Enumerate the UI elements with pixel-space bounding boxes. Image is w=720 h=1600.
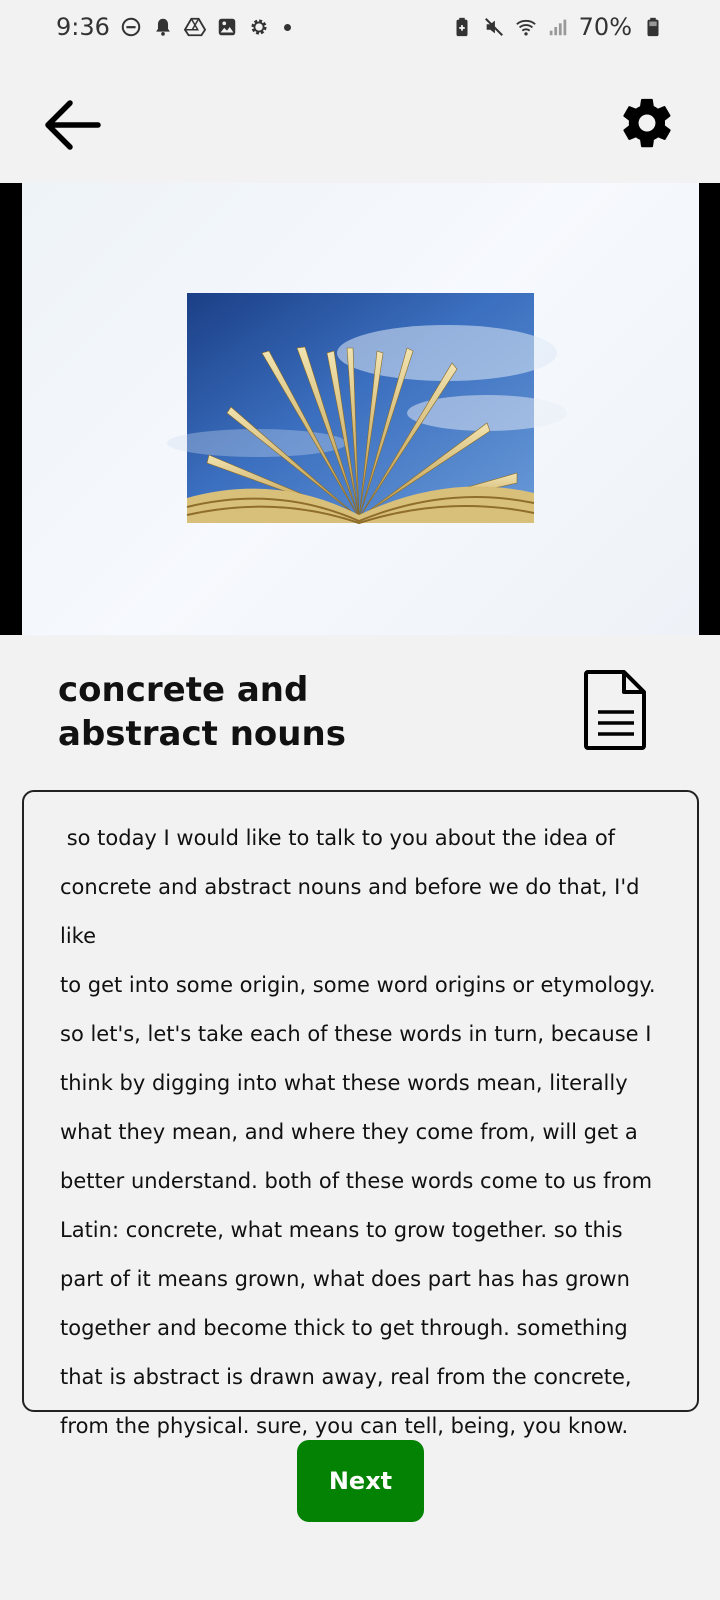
document-button[interactable] xyxy=(580,668,650,752)
document-icon xyxy=(580,668,650,752)
wifi-icon xyxy=(515,16,537,38)
bell-icon xyxy=(152,16,174,38)
battery-icon xyxy=(642,16,664,38)
battery-percent: 70% xyxy=(578,13,632,41)
mute-icon xyxy=(483,16,505,38)
lesson-header xyxy=(0,660,720,770)
settings-button[interactable] xyxy=(614,90,680,156)
gallery-icon xyxy=(216,16,238,38)
app-bar xyxy=(0,74,720,174)
status-right xyxy=(451,13,664,41)
dnd-icon xyxy=(120,16,142,38)
drive-icon xyxy=(184,16,206,38)
battery-saver-icon xyxy=(451,16,473,38)
arrow-left-icon xyxy=(40,94,102,156)
lesson-image xyxy=(187,293,534,523)
lesson-title: concrete and abstract nouns xyxy=(58,670,346,754)
media-background xyxy=(22,183,699,635)
signal-icon xyxy=(547,16,569,38)
back-button[interactable] xyxy=(38,92,104,158)
next-button[interactable]: Next xyxy=(297,1440,424,1522)
status-left xyxy=(56,13,291,41)
status-bar xyxy=(0,0,720,54)
status-time: 9:36 xyxy=(56,13,110,41)
transcript-box[interactable] xyxy=(22,790,699,1438)
gear-icon xyxy=(248,16,270,38)
gear-icon xyxy=(618,94,676,152)
dot-icon xyxy=(284,24,291,31)
transcript-text: so today I would like to talk to you about the idea of concrete and abstract nouns and before we do that, I'd like to get into some origin, some word origins or etymology. so let's, let's take each of these words in turn, because I think by digging into what these words mean, literally what they mean, and where they come from, will get a better understand. both of these words come to us from Latin: concrete, what means to grow together. so this part of it means grown, what does part has has grown together and become thick to get through. something that is abstract is drawn away, real from the concrete, from the physical. sure, you can tell, being, you know. xyxy=(60,826,656,1438)
media-area xyxy=(0,183,720,635)
